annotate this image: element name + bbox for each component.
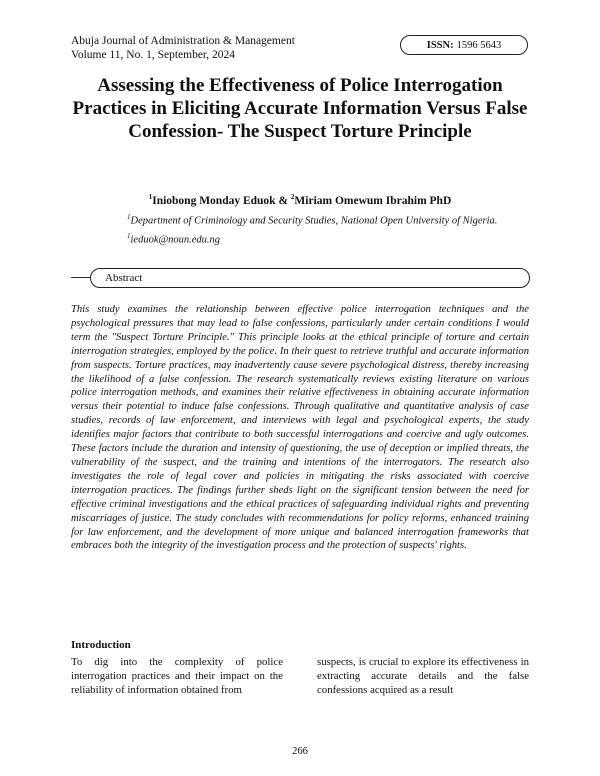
issn-badge (400, 35, 528, 55)
intro-column-left: To dig into the complexity of police interrogation practices and their impact on the reliability of information obtained from (71, 656, 283, 696)
abstract-heading: Abstract (105, 272, 143, 284)
affiliation: Department of Criminology and Security Studies, National Open University of Nigeria. (130, 215, 498, 227)
author-line (60, 193, 540, 207)
journal-volume: Volume 11, No. 1, September, 2024 (71, 48, 236, 61)
abstract-text: This study examines the relationship between effective police interrogation techniques and the psychological pressures that may lead to false confessions, particularly under certain conditions I would term the "Suspect Torture Principle." This principle looks at the ethical principle of torture and certain interrogation strategies, employed by the police. In their quest to retrieve truthful and accurate information from suspects. Torture practices, may inadvertently cause severe psychological distress, thereby increasing the likelihood of a false confession. The research systematically reviews existing literature on various police interrogation methods, and examines their relative effectiveness in obtaining accurate information versus their potential to induce false confessions. Through qualitative and quantitative analysis of case studies, records of law enforcement, and interviews with legal and psychological experts, the study identifies major factors that contribute to both successful interrogations and coercive and ugly outcomes. These factors include the duration and intensity of questioning, the use of deception or implied threats, the vulnerability of the suspect, and the training and intentions of the interrogators. The research also investigates the role of legal cover and policies in mitigating the risks associated with coercive interrogation practices. The findings further sheds light on the significant tension between the need for effective criminal investigations and the ethical practices of safeguarding individual rights and preventing miscarriages of justice. The study concludes with recommendations for policy reforms, enhanced training for law enforcement, and the development of more unique and balanced interrogation frameworks that embraces both the integrity of the investigation process and the protection of suspects' rights. (71, 304, 529, 552)
issn-label: ISSN: (426, 39, 454, 51)
page-number: 266 (292, 746, 308, 757)
author1-name: Iniobong Monday Eduok & (152, 194, 291, 207)
intro-column-right: suspects, is crucial to explore its effectiveness in extracting accurate details and the false confessions acquired as a result (317, 656, 529, 696)
journal-name: Abuja Journal of Administration & Management (71, 35, 295, 47)
author2-name: Miriam Omewum Ibrahim PhD (294, 194, 452, 207)
author2-superscript: 2 (290, 193, 295, 201)
affiliation-superscript: 1 (127, 213, 131, 221)
journal-header (71, 35, 295, 62)
author-email: ieduok@noun.edu.ng (130, 234, 221, 245)
issn-value: 1596 5643 (456, 39, 502, 51)
affiliation-block (127, 210, 497, 247)
email-superscript: 1 (127, 231, 131, 240)
abstract-heading-box (90, 268, 530, 288)
section-heading-introduction: Introduction (71, 639, 131, 651)
author1-superscript: 1 (148, 193, 153, 201)
paper-title: Assessing the Effectiveness of Police Interrogation Practices in Eliciting Accurate Information Versus False Confession- The Suspect Torture Principle (72, 75, 528, 142)
